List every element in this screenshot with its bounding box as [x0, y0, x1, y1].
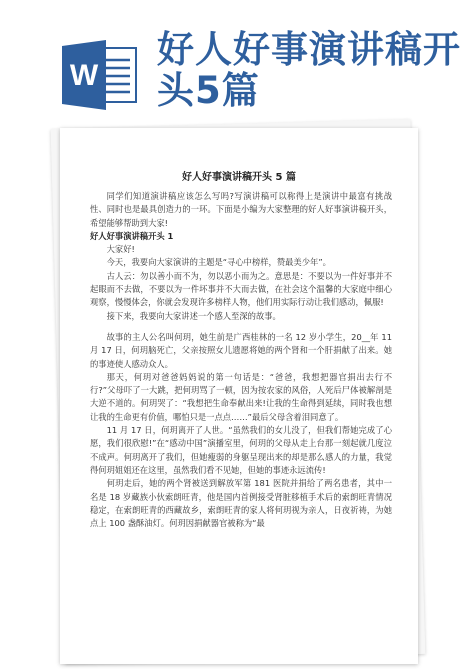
document-title: 好人好事演讲稿开头 5 篇: [182, 172, 296, 183]
page-title-line2: 头5篇: [157, 69, 260, 112]
word-document-icon: [62, 40, 140, 110]
document-page: [60, 128, 418, 664]
section-heading: 好人好事演讲稿开头 1: [90, 230, 174, 241]
section-paragraph: 古人云：勿以善小而不为，勿以恶小而为之。意思是：不要以为一件好事并不起眼而不去做，不要以为一件坏事并不大而去做，在社会这个温馨的大家庭中细心观察，慢慢体会，你就会发现许多榜样人物，他们用实际行动让我们感动，佩服!: [90, 270, 392, 308]
section-paragraph: 大家好!: [106, 244, 135, 255]
story-paragraph: 11 月 17 日，何玥离开了人世。“虽然我们的女儿没了，但我们帮她完成了心愿，我们很欣慰!”在“感动中国”演播室里，何玥的父母从走上台那一刻起就几度泣不成声。何玥离开了我们，但她瘦弱的身躯呈现出来的却是那么感人的力量，我觉得何玥姐姐还在这里，虽然我们看不见她，但她的事迹永远流传!: [90, 425, 392, 475]
document-body: [90, 190, 392, 530]
story-paragraph: 故事的主人公名叫何玥，她生前是广西桂林的一名 12 岁小学生，20__年 11 月 17 日，何玥脑死亡，父亲按照女儿遗愿将她的两个肾和一个肝捐献了出来。她的事迹使人感动众人。: [90, 331, 392, 369]
story-paragraph: 那天，何玥对爸爸妈妈说的第一句话是：“爸爸，我想把器官捐出去行不行?”父母吓了一大跳，把何玥骂了一顿，因为按农家的风俗，人死后尸体被解剖是大逆不道的。何玥哭了：“我想把生命奉献出来!让我的生命得到延续，同时我也想让我的生命更有价值，哪怕只是一点点……”最后父母含着泪同意了。: [90, 371, 392, 422]
paragraph-gap: [90, 323, 392, 331]
page-title-line1: 好人好事演讲稿开: [157, 28, 461, 71]
story-paragraph: 何玥走后，她的两个肾被送到解放军第 181 医院并捐给了两名患者，其中一名是 18 岁藏族小伙索朗旺青，他是国内首例接受肾脏移植手术后的索朗旺青情况稳定，在索朗旺青的西藏故乡，索朗旺青的家人将何玥视为亲人，日夜祈祷，为她点上 100 盏酥油灯。何玥因捐献器官被称为“最: [90, 478, 392, 529]
svg-text:W: W: [69, 59, 99, 92]
section-paragraph: 接下来，我要向大家讲述一个感人至深的故事。: [106, 310, 281, 321]
header-banner: [0, 0, 474, 120]
intro-paragraph: 同学们知道演讲稿应该怎么写吗?写演讲稿可以称得上是演讲中最富有挑战性、同时也是最具创造力的一环。下面是小编为大家整理的好人好事演讲稿开头，希望能够帮助到大家!: [90, 191, 392, 228]
section-paragraph: 今天，我要向大家演讲的主题是“寻心中榜样，赞最美少年”。: [106, 257, 331, 268]
